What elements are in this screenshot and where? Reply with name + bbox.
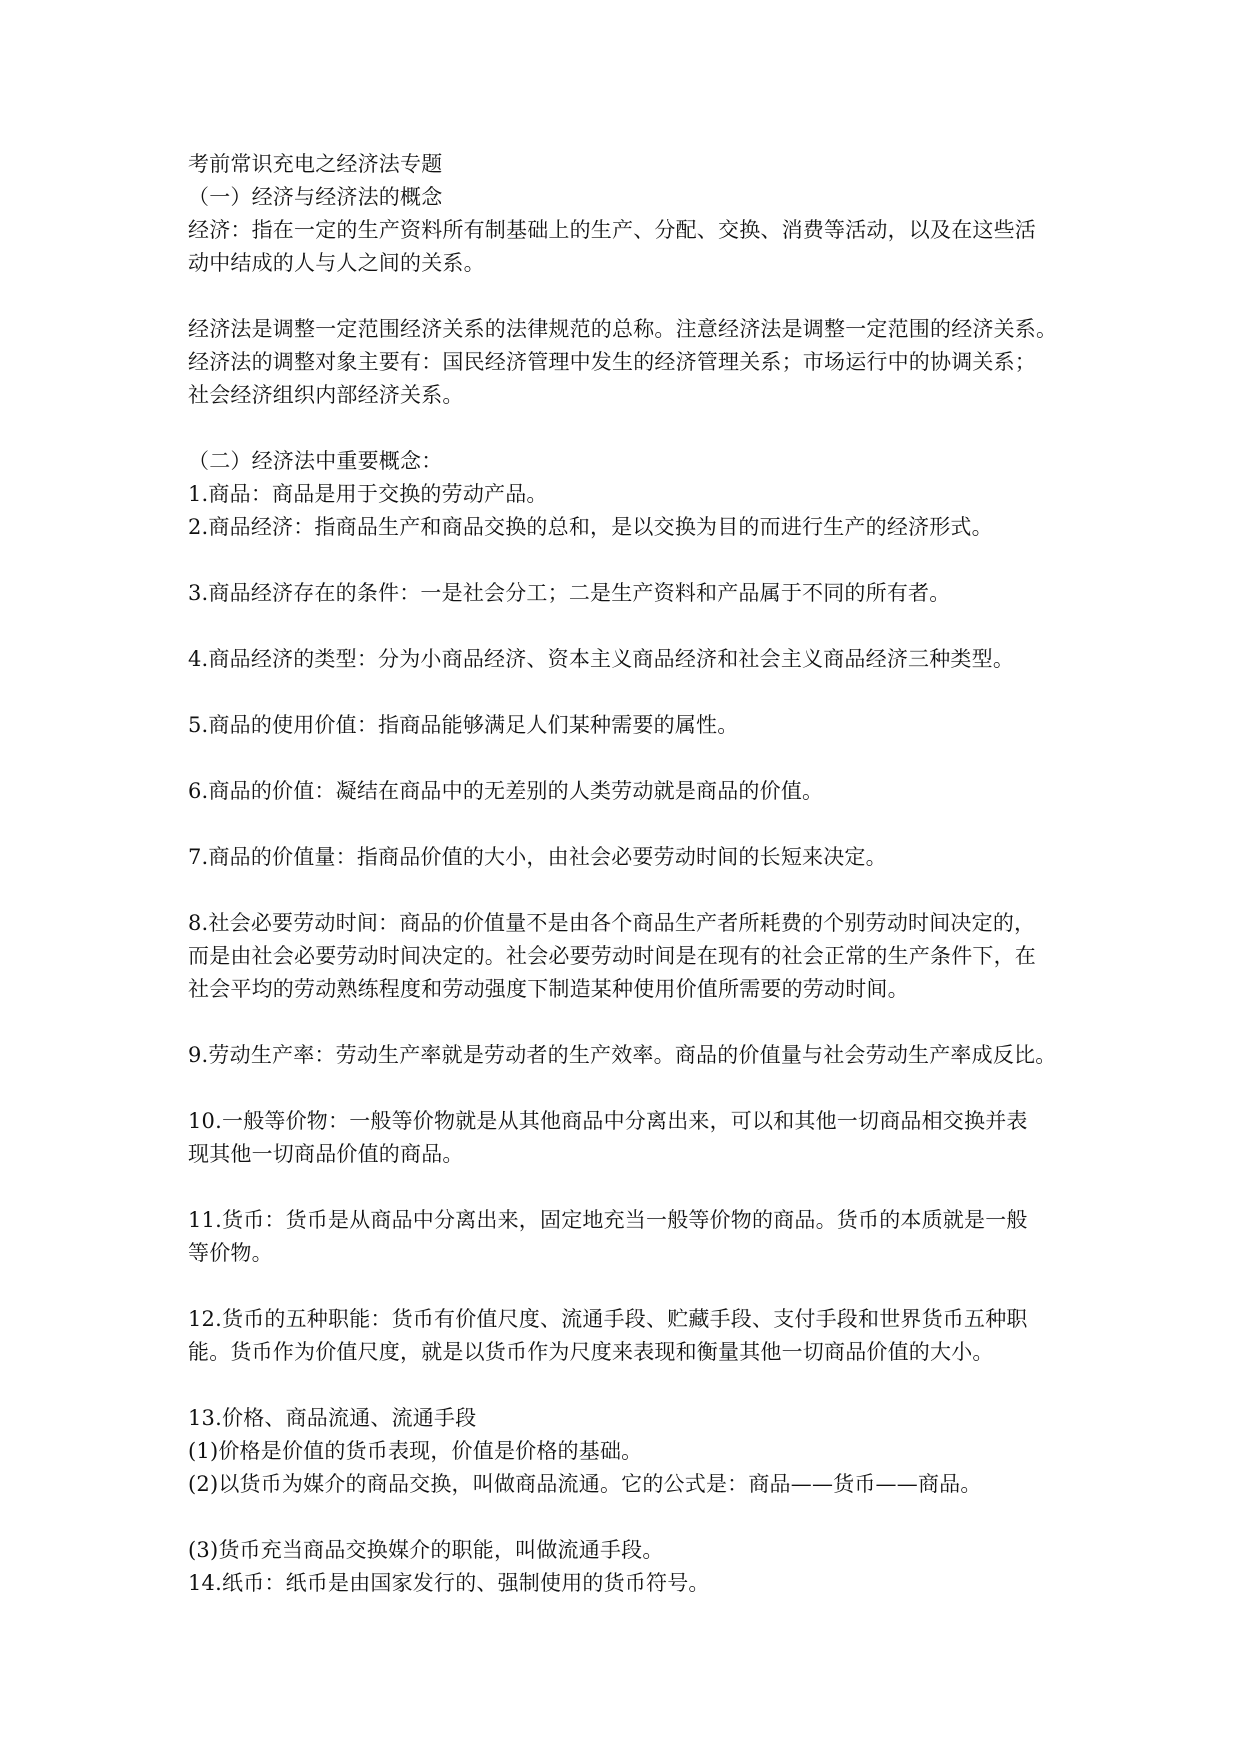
blank-line (188, 1369, 1068, 1402)
section-heading-2: （二）经济法中重要概念： (188, 449, 443, 473)
concept-item-8-line-3: 社会平均的劳动熟练程度和劳动强度下制造某种使用价值所需要的劳动时间。 (188, 977, 909, 1001)
blank-line (188, 280, 1068, 313)
concept-item-5: 5.商品的使用价值：指商品能够满足人们某种需要的属性。 (188, 713, 739, 737)
concept-item-13-point-1: (1)价格是价值的货币表现，价值是价格的基础。 (188, 1439, 643, 1463)
concept-item-8-line-2: 而是由社会必要劳动时间决定的。社会必要劳动时间是在现有的社会正常的生产条件下，在 (188, 944, 1036, 968)
concept-item-10-line-1: 10.一般等价物：一般等价物就是从其他商品中分离出来，可以和其他一切商品相交换并表 (188, 1109, 1028, 1133)
section-heading-1: （一）经济与经济法的概念 (188, 185, 443, 209)
concept-item-4: 4.商品经济的类型：分为小商品经济、资本主义商品经济和社会主义商品经济三种类型。 (188, 647, 1015, 671)
economy-definition-line-1: 经济：指在一定的生产资料所有制基础上的生产、分配、交换、消费等活动，以及在这些活 (188, 218, 1036, 242)
concept-item-3: 3.商品经济存在的条件：一是社会分工；二是生产资料和产品属于不同的所有者。 (188, 581, 951, 605)
blank-line (188, 1501, 1068, 1534)
law-definition-line-1: 经济法是调整一定范围经济关系的法律规范的总称。注意经济法是调整一定范围的经济关系。 (188, 317, 1058, 341)
concept-item-9: 9.劳动生产率：劳动生产率就是劳动者的生产效率。商品的价值量与社会劳动生产率成反比。 (188, 1043, 1057, 1067)
concept-item-1: 1.商品：商品是用于交换的劳动产品。 (188, 482, 548, 506)
concept-item-11-line-1: 11.货币：货币是从商品中分离出来，固定地充当一般等价物的商品。货币的本质就是一般 (188, 1208, 1028, 1232)
blank-line (188, 1171, 1068, 1204)
blank-line (188, 610, 1068, 643)
blank-line (188, 676, 1068, 709)
economy-definition-line-2: 动中结成的人与人之间的关系。 (188, 251, 485, 275)
concept-item-12-line-1: 12.货币的五种职能：货币有价值尺度、流通手段、贮藏手段、支付手段和世界货币五种职 (188, 1307, 1028, 1331)
concept-item-7: 7.商品的价值量：指商品价值的大小，由社会必要劳动时间的长短来决定。 (188, 845, 887, 869)
concept-item-14: 14.纸币：纸币是由国家发行的、强制使用的货币符号。 (188, 1571, 710, 1595)
concept-item-13-point-3: (3)货币充当商品交换媒介的职能，叫做流通手段。 (188, 1538, 664, 1562)
concept-item-6: 6.商品的价值：凝结在商品中的无差别的人类劳动就是商品的价值。 (188, 779, 824, 803)
concept-item-11-line-2: 等价物。 (188, 1241, 273, 1265)
concept-item-10-line-2: 现其他一切商品价值的商品。 (188, 1142, 464, 1166)
blank-line (188, 544, 1068, 577)
law-definition-line-2: 经济法的调整对象主要有：国民经济管理中发生的经济管理关系；市场运行中的协调关系； (188, 350, 1036, 374)
blank-line (188, 874, 1068, 907)
blank-line (188, 808, 1068, 841)
blank-line (188, 1072, 1068, 1105)
blank-line (188, 1270, 1068, 1303)
blank-line (188, 742, 1068, 775)
concept-item-12-line-2: 能。货币作为价值尺度，就是以货币作为尺度来表现和衡量其他一切商品价值的大小。 (188, 1340, 994, 1364)
document-title: 考前常识充电之经济法专题 (188, 152, 443, 176)
document-body (188, 148, 1068, 1600)
concept-item-13-heading: 13.价格、商品流通、流通手段 (188, 1406, 477, 1430)
concept-item-8-line-1: 8.社会必要劳动时间：商品的价值量不是由各个商品生产者所耗费的个别劳动时间决定的， (188, 911, 1036, 935)
blank-line (188, 412, 1068, 445)
concept-item-2: 2.商品经济：指商品生产和商品交换的总和，是以交换为目的而进行生产的经济形式。 (188, 515, 993, 539)
blank-line (188, 1006, 1068, 1039)
concept-item-13-point-2: (2)以货币为媒介的商品交换，叫做商品流通。它的公式是：商品——货币——商品。 (188, 1472, 982, 1496)
law-definition-line-3: 社会经济组织内部经济关系。 (188, 383, 464, 407)
